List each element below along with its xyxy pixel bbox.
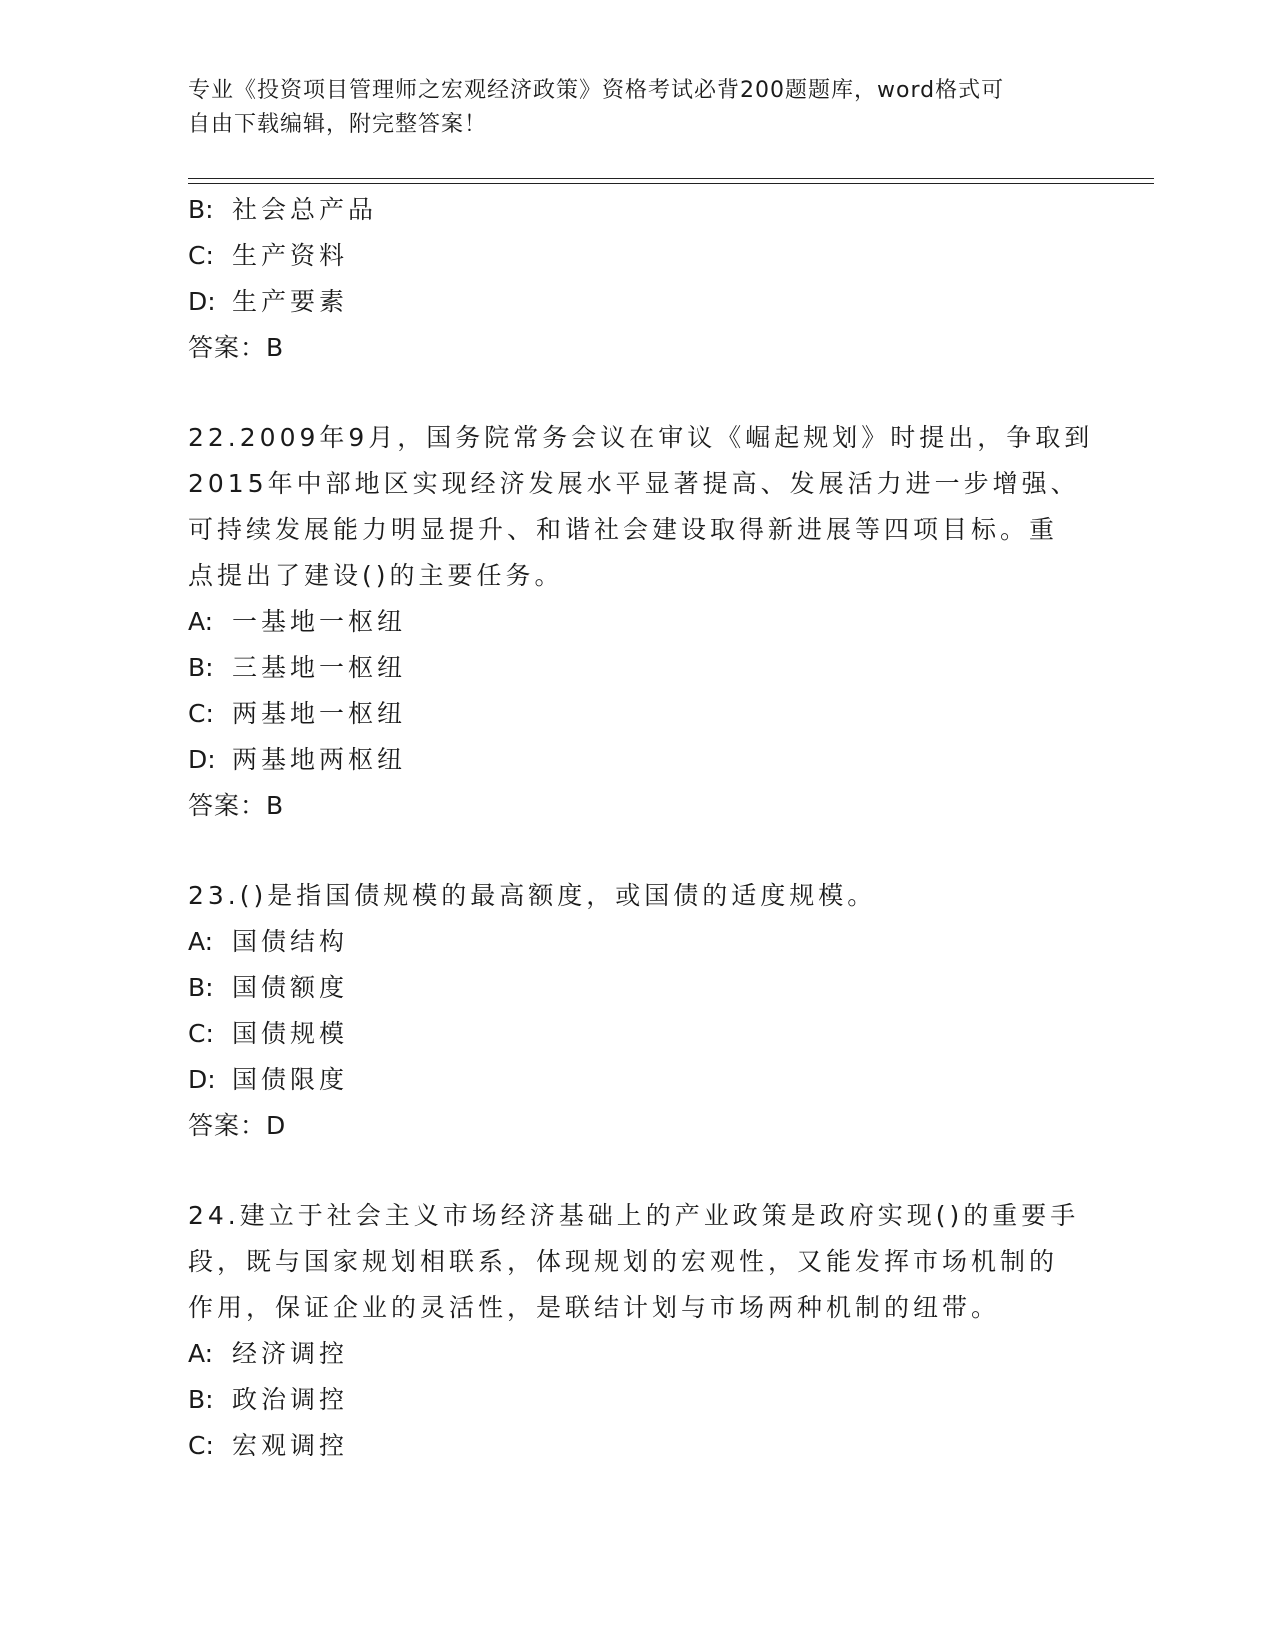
option-b (188, 965, 1088, 1011)
option-a (188, 919, 1088, 965)
option-text: 一基地一枢纽 (232, 607, 407, 636)
answer-line: 答案：D (188, 1111, 287, 1140)
option-key: D: (188, 745, 216, 774)
option-d (188, 279, 1088, 325)
option-key: A: (188, 607, 214, 636)
header-line-1: 专业《投资项目管理师之宏观经济政策》资格考试必背200题题库，word格式可 (188, 78, 1005, 103)
option-key: D: (188, 287, 216, 316)
header-line-2: 自由下载编辑，附完整答案！ (188, 112, 488, 137)
option-key: C: (188, 1019, 214, 1048)
question-stem-line: 段，既与国家规划相联系，体现规划的宏观性，又能发挥市场机制的 (188, 1247, 1059, 1276)
option-text: 生产要素 (232, 287, 349, 316)
option-key: C: (188, 1431, 214, 1460)
option-text: 两基地一枢纽 (232, 699, 407, 728)
option-key: B: (188, 1385, 214, 1414)
option-b (188, 1377, 1088, 1423)
option-text: 国债限度 (232, 1065, 349, 1094)
spacer (188, 371, 1088, 415)
question-stem-line: 22.2009年9月，国务院常务会议在审议《崛起规划》时提出，争取到 (188, 423, 1094, 452)
option-key: A: (188, 1339, 214, 1368)
option-d (188, 737, 1088, 783)
document-header (188, 74, 1088, 142)
answer-line: 答案：B (188, 791, 285, 820)
answer-line: 答案：B (188, 333, 285, 362)
question-stem-line: 23.()是指国债规模的最高额度，或国债的适度规模。 (188, 881, 877, 910)
option-text: 政治调控 (232, 1385, 349, 1414)
option-text: 宏观调控 (232, 1431, 349, 1460)
header-divider-bottom (188, 183, 1154, 184)
option-text: 国债结构 (232, 927, 349, 956)
question-list (188, 187, 1094, 1469)
option-key: D: (188, 1065, 216, 1094)
question-21 (188, 187, 1088, 371)
option-b (188, 645, 1088, 691)
option-key: B: (188, 653, 214, 682)
option-text: 国债额度 (232, 973, 349, 1002)
option-text: 三基地一枢纽 (232, 653, 407, 682)
question-23 (188, 873, 1088, 1149)
option-a (188, 1331, 1088, 1377)
option-c (188, 1011, 1088, 1057)
option-text: 生产资料 (232, 241, 349, 270)
spacer (188, 829, 1088, 873)
question-stem-line: 24.建立于社会主义市场经济基础上的产业政策是政府实现()的重要手 (188, 1201, 1080, 1230)
option-key: B: (188, 973, 214, 1002)
option-text: 两基地两枢纽 (232, 745, 407, 774)
option-c (188, 691, 1088, 737)
question-stem-line: 作用，保证企业的灵活性，是联结计划与市场两种机制的纽带。 (188, 1293, 1001, 1322)
option-text: 经济调控 (232, 1339, 349, 1368)
question-stem-line: 可持续发展能力明显提升、和谐社会建设取得新进展等四项目标。重 (188, 515, 1059, 544)
option-d (188, 1057, 1088, 1103)
question-22 (188, 415, 1094, 829)
option-text: 社会总产品 (232, 195, 378, 224)
option-c (188, 1423, 1088, 1469)
option-key: C: (188, 241, 214, 270)
question-24 (188, 1193, 1088, 1469)
option-text: 国债规模 (232, 1019, 349, 1048)
option-key: C: (188, 699, 214, 728)
question-stem-line: 2015年中部地区实现经济发展水平显著提高、发展活力进一步增强、 (188, 469, 1080, 498)
option-a (188, 599, 1088, 645)
option-c (188, 233, 1088, 279)
option-key: B: (188, 195, 214, 224)
option-b (188, 187, 1088, 233)
header-divider-top (188, 178, 1154, 179)
question-stem-line: 点提出了建设()的主要任务。 (188, 561, 564, 590)
option-key: A: (188, 927, 214, 956)
spacer (188, 1149, 1088, 1193)
